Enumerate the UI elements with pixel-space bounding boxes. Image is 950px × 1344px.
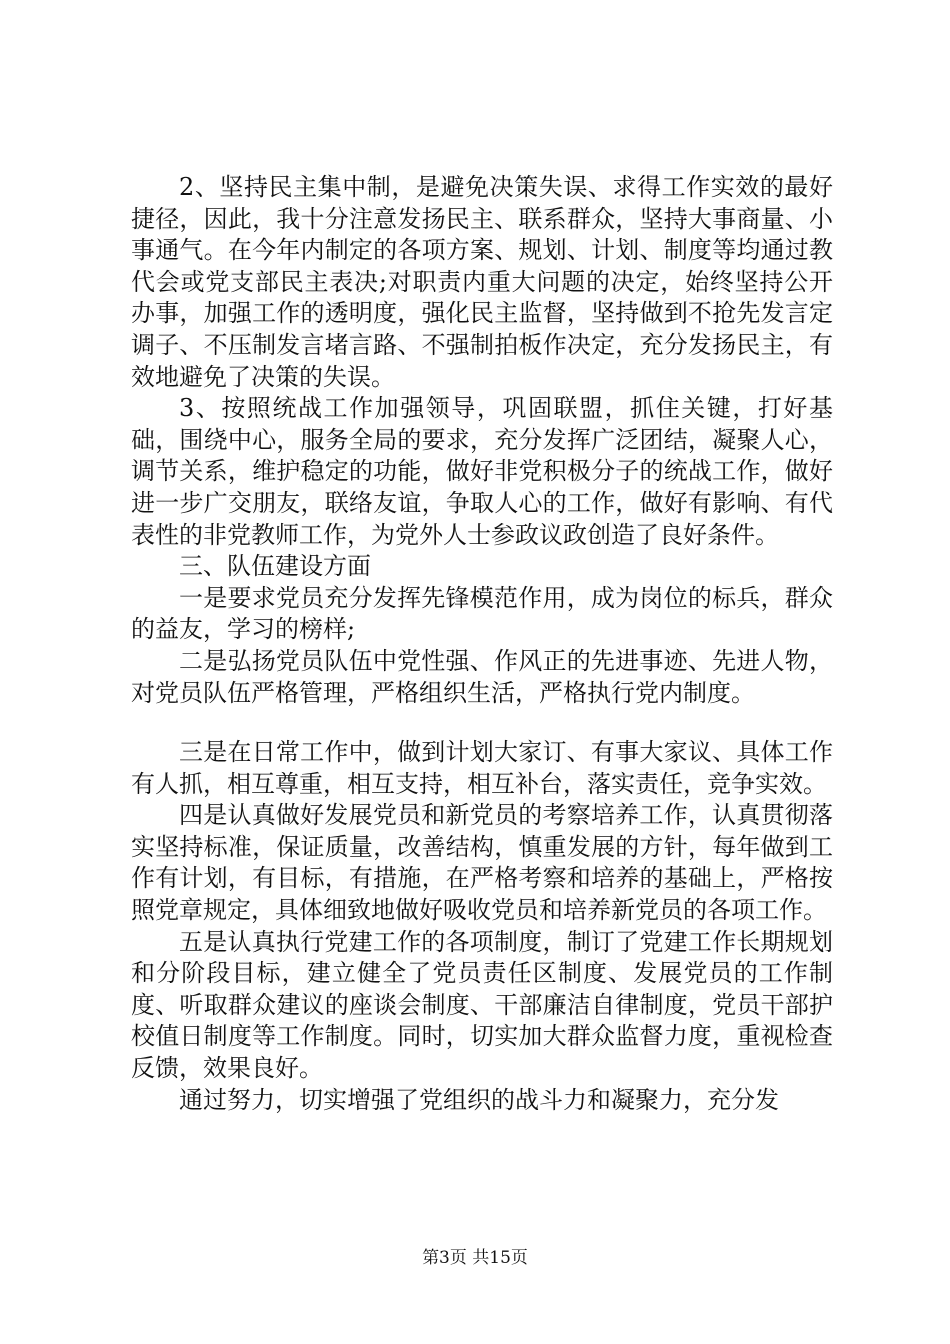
paragraph-point-five: 五是认真执行党建工作的各项制度，制订了党建工作长期规划和分阶段目标，建立健全了党员责任区制度、发展党员的工作制度、听取群众建议的座谈会制度、干部廉洁自律制度，党员干部护校值日制度等工作制度。同时，切实加大群众监督力度，重视检查反馈，效果良好。: [131, 927, 833, 1083]
paragraph-point-four: 四是认真做好发展党员和新党员的考察培养工作，认真贯彻落实坚持标准，保证质量，改善结构，慎重发展的方针，每年做到工作有计划，有目标，有措施，在严格考察和培养的基础上，严格按照党章规定，具体细致地做好吸收党员和培养新党员的各项工作。: [131, 801, 833, 925]
paragraph-united-front: 3、按照统战工作加强领导，巩固联盟，抓住关键，打好基础，围绕中心，服务全局的要求，充分发挥广泛团结，凝聚人心，调节关系，维护稳定的功能，做好非党积极分子的统战工作，做好进一步广交朋友，联络友谊，争取人心的工作，做好有影响、有代表性的非党教师工作，为党外人士参政议政创造了良好条件。: [131, 394, 833, 549]
section-heading-team-building: 三、队伍建设方面: [179, 552, 371, 581]
paragraph-democratic-centralism: 2、坚持民主集中制，是避免决策失误、求得工作实效的最好捷径，因此，我十分注意发扬民主、联系群众，坚持大事商量、小事通气。在今年内制定的各项方案、规划、计划、制度等均通过教代会或党支部民主表决;对职责内重大问题的决定，始终坚持公开办事，加强工作的透明度，强化民主监督，坚持做到不抢先发言定调子、不压制发言堵言路、不强制拍板作决定，充分发扬民主，有效地避免了决策的失误。: [131, 173, 833, 391]
paragraph-conclusion: 通过努力，切实增强了党组织的战斗力和凝聚力，充分发: [179, 1085, 779, 1114]
paragraph-point-one: 一是要求党员充分发挥先锋模范作用，成为岗位的标兵，群众的益友，学习的榜样;: [131, 583, 833, 644]
page-number-footer: 第3页 共15页: [422, 1248, 528, 1268]
paragraph-point-two: 二是弘扬党员队伍中党性强、作风正的先进事迹、先进人物，对党员队伍严格管理，严格组织生活，严格执行党内制度。: [131, 646, 833, 707]
paragraph-point-three: 三是在日常工作中，做到计划大家订、有事大家议、具体工作有人抓，相互尊重，相互支持，相互补台，落实责任，竞争实效。: [131, 738, 833, 798]
document-body: [131, 172, 833, 1116]
